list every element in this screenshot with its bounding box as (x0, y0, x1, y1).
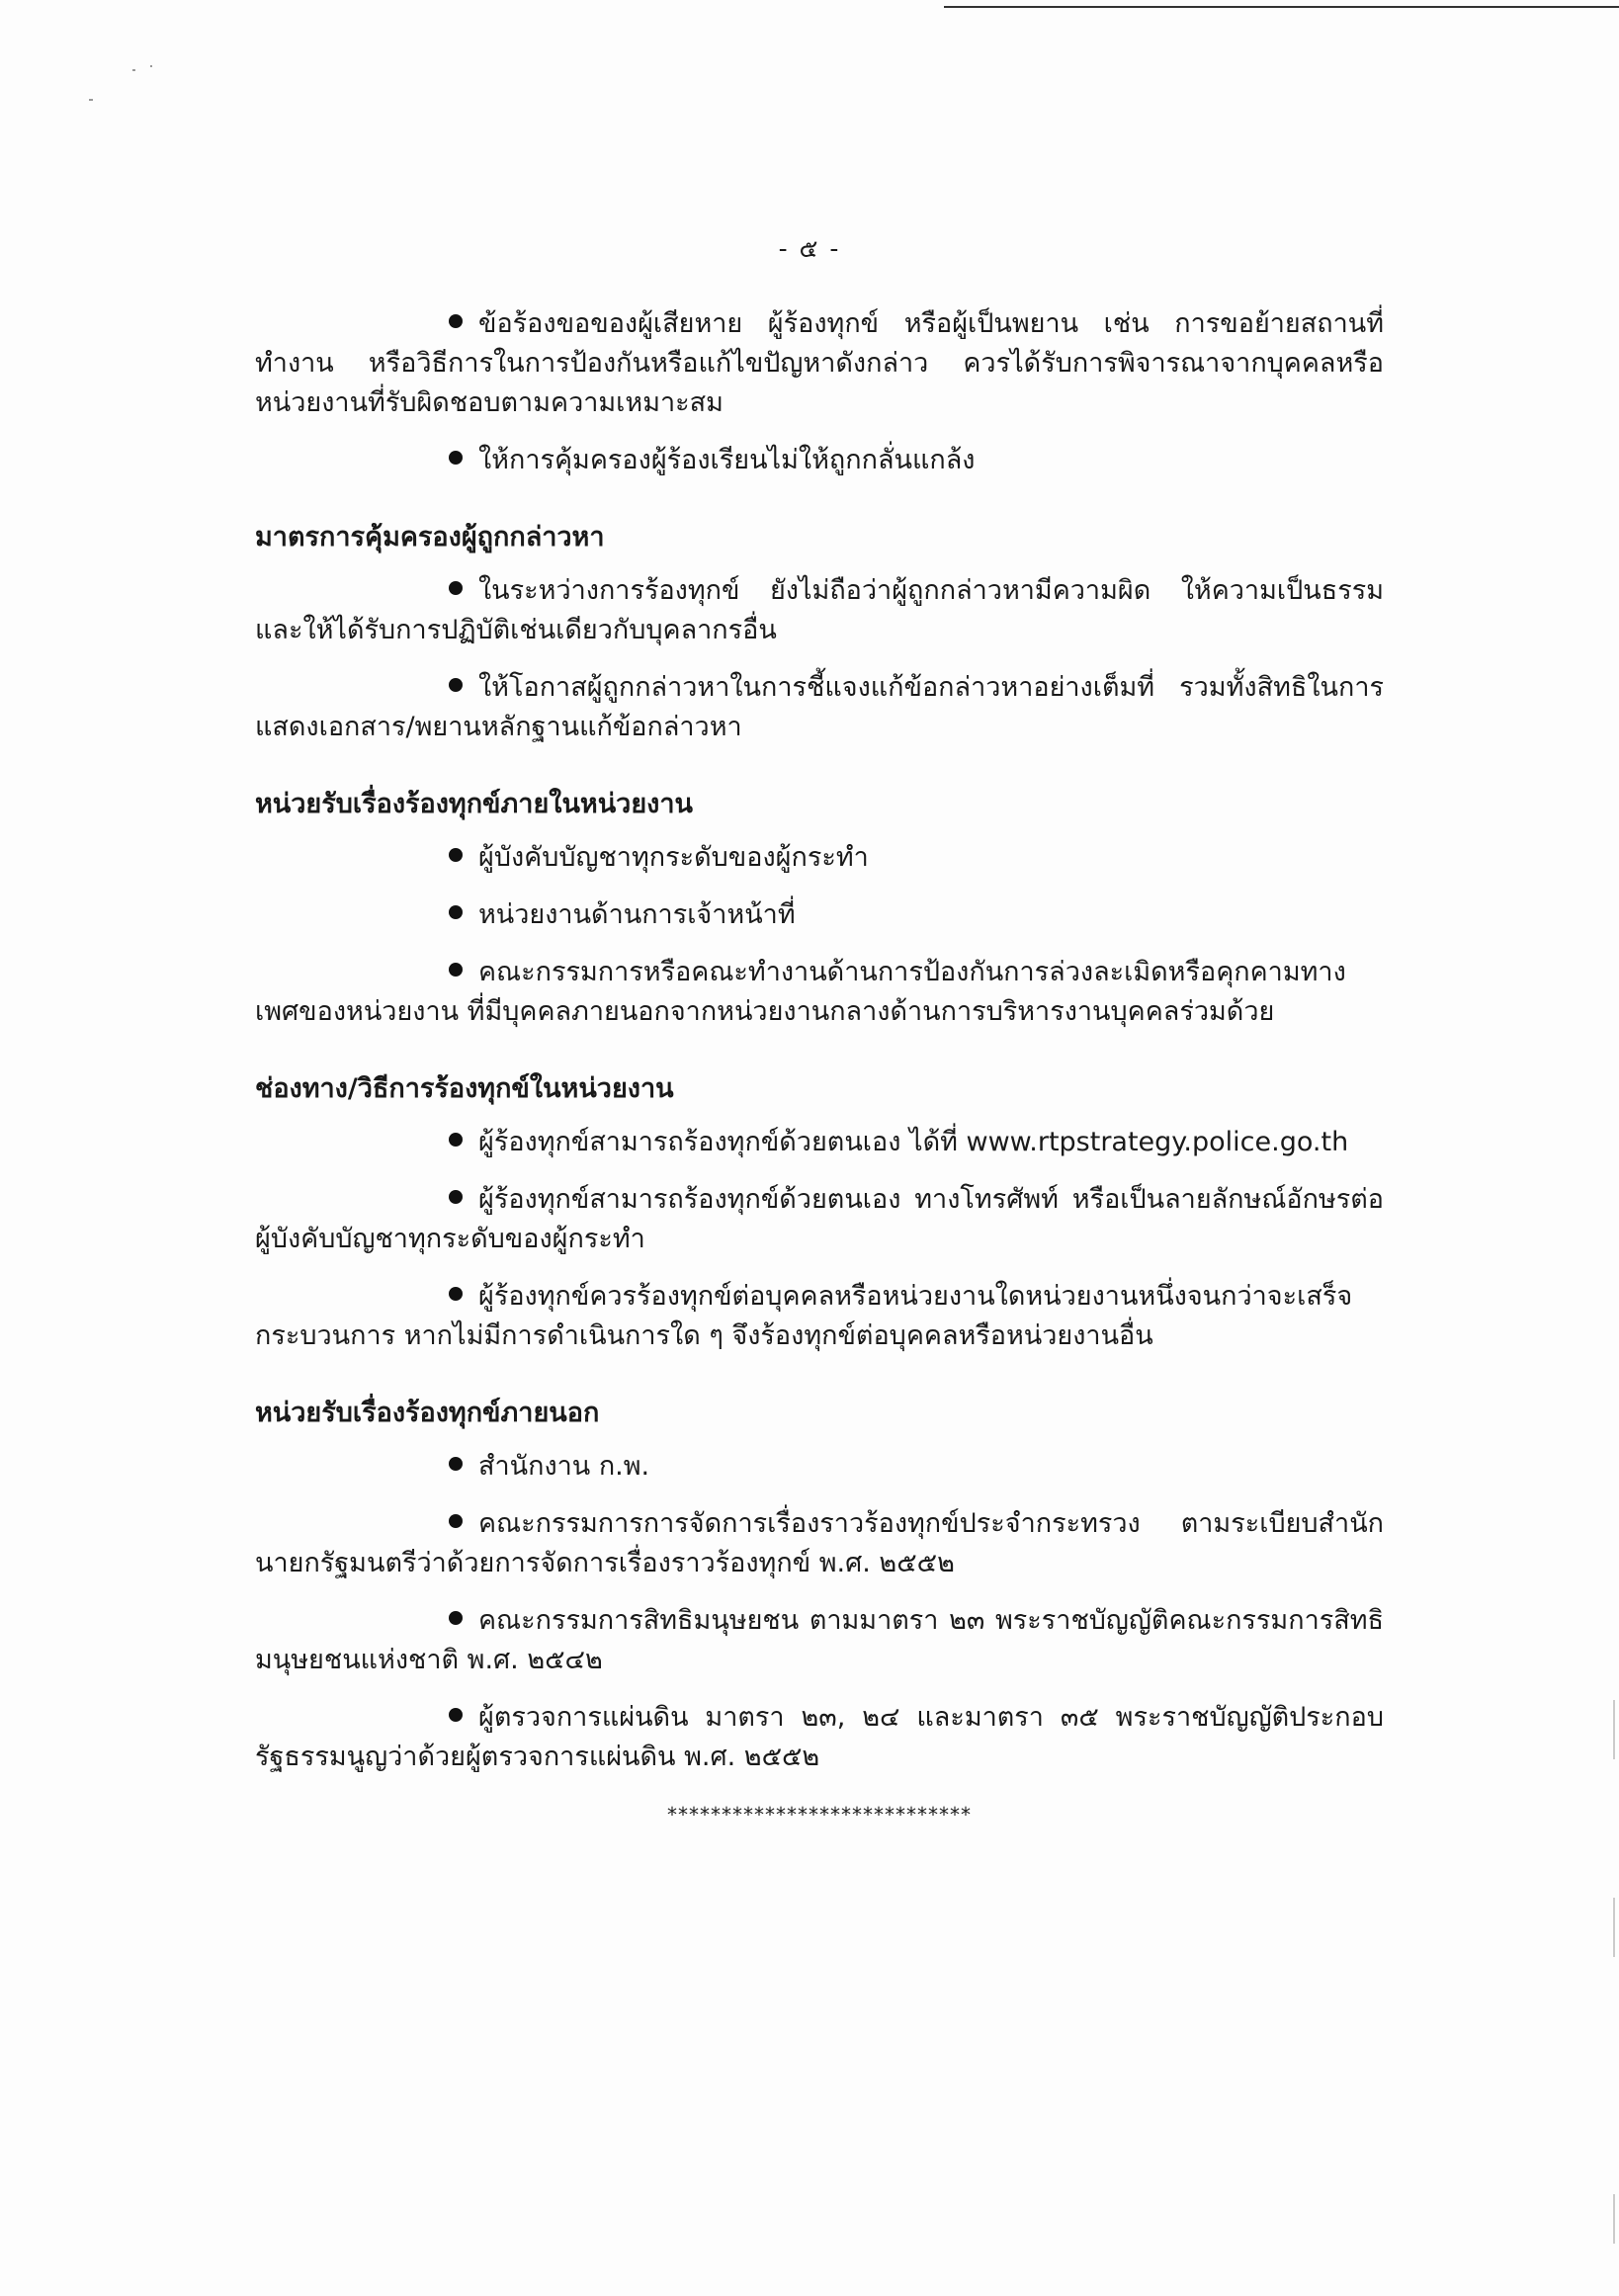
bullet-item: ผู้ตรวจการแผ่นดิน มาตรา ๒๓, ๒๔ และมาตรา ๓๕ พระราชบัญญัติประกอบรัฐธรรมนูญว่าด้วยผู้ตรวจการแผ่นดิน พ.ศ. ๒๕๕๒ (255, 1702, 1384, 1772)
scan-edge-mark (1613, 1700, 1615, 1759)
bullet-item: หน่วยงานด้านการเจ้าหน้าที่ (255, 895, 1384, 935)
bullet-item: ผู้ร้องทุกข์สามารถร้องทุกข์ด้วยตนเอง ได้ที่ www.rtpstrategy.police.go.th (255, 1123, 1384, 1162)
section-requests (255, 304, 1384, 480)
document-body (255, 304, 1384, 1834)
scan-speck (89, 99, 93, 101)
bullet-item: ผู้ร้องทุกข์ควรร้องทุกข์ต่อบุคคลหรือหน่วยงานใดหน่วยงานหนึ่งจนกว่าจะเสร็จกระบวนการ หากไม่มีการดำเนินการใด ๆ จึงร้องทุกข์ต่อบุคคลหรือหน่วยงานอื่น (255, 1281, 1353, 1351)
bullet-icon (449, 1287, 463, 1301)
bullet-icon (449, 963, 463, 977)
section-heading: มาตรการคุ้มครองผู้ถูกกล่าวหา (255, 522, 605, 553)
bullet-item: ให้การคุ้มครองผู้ร้องเรียนไม่ให้ถูกกลั่นแกล้ง (255, 441, 1384, 480)
bullet-item: คณะกรรมการสิทธิมนุษยชน ตามมาตรา ๒๓ พระราชบัญญัติคณะกรรมการสิทธิมนุษยชนแห่งชาติ พ.ศ. ๒๕๔๒ (255, 1605, 1384, 1675)
section-accused-protection (255, 518, 1384, 747)
bullet-icon (449, 1133, 463, 1147)
section-heading: หน่วยรับเรื่องร้องทุกข์ภายในหน่วยงาน (255, 789, 693, 819)
bullet-item: ผู้บังคับบัญชาทุกระดับของผู้กระทำ (255, 838, 1384, 878)
section-heading: หน่วยรับเรื่องร้องทุกข์ภายนอก (255, 1398, 600, 1428)
section-internal-units (255, 785, 1384, 1032)
bullet-item: ให้โอกาสผู้ถูกกล่าวหาในการชี้แจงแก้ข้อกล่าวหาอย่างเต็มที่ รวมทั้งสิทธิในการแสดงเอกสาร/พยานหลักฐานแก้ข้อกล่าวหา (255, 672, 1384, 742)
scan-speck (150, 65, 152, 67)
bullet-icon (449, 314, 463, 328)
bullet-icon (449, 1611, 463, 1625)
bullet-item: สำนักงาน ก.พ. (255, 1447, 1384, 1487)
bullet-icon (449, 1708, 463, 1722)
bullet-icon (449, 451, 463, 465)
scan-edge-mark (1613, 2194, 1615, 2244)
top-rule (944, 6, 1619, 8)
end-marker: **************************** (667, 1803, 972, 1827)
scan-edge-mark (1613, 1898, 1615, 1957)
bullet-icon (449, 678, 463, 692)
bullet-item: ในระหว่างการร้องทุกข์ ยังไม่ถือว่าผู้ถูกกล่าวหามีความผิด ให้ความเป็นธรรม และให้ได้รับการปฏิบัติเช่นเดียวกับบุคลากรอื่น (255, 575, 1384, 645)
bullet-icon (449, 848, 463, 862)
page-number: - ๕ - (778, 234, 841, 263)
section-heading: ช่องทาง/วิธีการร้องทุกข์ในหน่วยงาน (255, 1073, 674, 1104)
bullet-icon (449, 1190, 463, 1204)
bullet-item: คณะกรรมการหรือคณะทำงานด้านการป้องกันการล่วงละเมิดหรือคุกคามทางเพศของหน่วยงาน ที่มีบุคคลภายนอกจากหน่วยงานกลางด้านการบริหารงานบุคคลร่วมด้วย (255, 957, 1346, 1027)
bullet-icon (449, 1514, 463, 1528)
section-external-units (255, 1394, 1384, 1777)
bullet-icon (449, 905, 463, 919)
bullet-icon (449, 1457, 463, 1471)
scan-speck (132, 69, 135, 71)
bullet-item: ข้อร้องขอของผู้เสียหาย ผู้ร้องทุกข์ หรือผู้เป็นพยาน เช่น การขอย้ายสถานที่ทำงาน หรือวิธีการในการป้องกันหรือแก้ไขปัญหาดังกล่าว ควรได้รับการพิจารณาจากบุคคลหรือหน่วยงานที่รับผิดชอบตามความเหมาะสม (255, 308, 1384, 418)
bullet-item: ผู้ร้องทุกข์สามารถร้องทุกข์ด้วยตนเอง ทางโทรศัพท์ หรือเป็นลายลักษณ์อักษรต่อผู้บังคับบัญชาทุกระดับของผู้กระทำ (255, 1184, 1384, 1254)
section-channels (255, 1069, 1384, 1356)
bullet-icon (449, 581, 463, 595)
bullet-item: คณะกรรมการการจัดการเรื่องราวร้องทุกข์ประจำกระทรวง ตามระเบียบสำนักนายกรัฐมนตรีว่าด้วยการจัดการเรื่องราวร้องทุกข์ พ.ศ. ๒๕๕๒ (255, 1508, 1384, 1578)
